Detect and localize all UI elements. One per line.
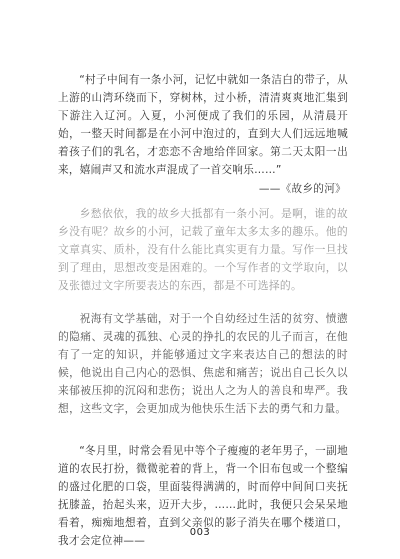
body-paragraph-1: 乡愁依依，我的故乡大抵都有一条小河。是啊，谁的故乡没有呢？故乡的小河，记载了童年太多太多的趣乐。他的文章真实、质朴，没有什么能比真实更有力量。写作一旦找到了理由，思想改变是困难的。一个写作者的文学取向，以及张德过文字所要表达的东西，都是不可选择的。 — [58, 207, 348, 293]
quote-attribution: ——《故乡的河》 — [258, 182, 346, 195]
page-number: 003 — [189, 527, 211, 538]
body-paragraph-2: 祝海有文学基础，对于一个自幼经过生活的贫穷、愤懑的隐痛、灵魂的孤独、心灵的挣扎的农民的儿子而言，在他有了一定的知识，并能够通过文字来表达自己的想法的时候，他说出自己内心的恐惧、焦虑和痛苦；说出自己长久以来郁被压抑的沉闷和悲伤；说出人之为人的善良和卑严。我想，这些文字，会更加成为他快乐生活下去的勇气和力量。 — [58, 312, 348, 416]
opening-quote — [58, 71, 348, 198]
quote-text: “村子中间有一条小河，记忆中就如一条洁白的带子，从上游的山湾环绕而下，穿树林，过小桥，清清爽爽地汇集到下游注入辽河。入夏，小河便成了我们的乐园，从清晨开始，一整天时间都是在小河中泡过的，直到大人们远远地喊着孩子们的乳名，才恋恋不舍地给伴回家。第二天太阳一出来，嬉闹声又和流水声混成了一首交响乐……” — [58, 74, 348, 177]
quote-text-2: “冬月里，时常会看见中等个子瘦瘦的老年男子，一副地道的农民打扮，微微驼着的背上，背一个旧布包或一个整编的盛过化肥的口袋，里面装得满满的，时而停中间间口夹抚抚膝盖，抬起头来，迈开大步，……此时，我便只会呆呆地看着，痴痴地想着，直到父亲似的影子消失在哪个楼道口，我才会定位神—— — [58, 445, 348, 548]
